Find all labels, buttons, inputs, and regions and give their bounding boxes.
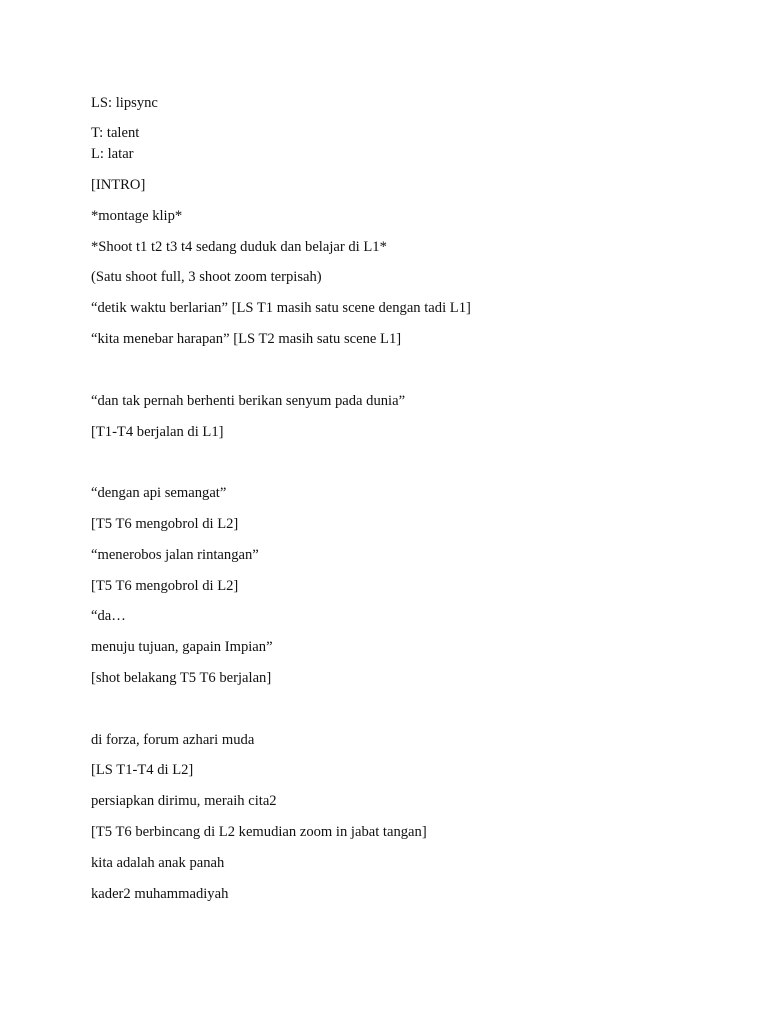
- lyric-line: persiapkan dirimu, meraih cita2: [91, 793, 277, 809]
- lyric-line: kader2 muhammadiyah: [91, 886, 229, 902]
- lyric-line: di forza, forum azhari muda: [91, 732, 255, 748]
- lyric-line: “dan tak pernah berhenti berikan senyum pada dunia”: [91, 393, 406, 409]
- lyric-line: menuju tujuan, gapain Impian”: [91, 639, 273, 655]
- lyric-line: “menerobos jalan rintangan”: [91, 547, 259, 563]
- section-heading-intro: [INTRO]: [91, 177, 146, 193]
- direction-line: [LS T1-T4 di L2]: [91, 762, 194, 778]
- legend-line-talent: T: talent: [91, 125, 140, 141]
- direction-line: [T5 T6 mengobrol di L2]: [91, 578, 239, 594]
- legend-line-lipsync: LS: lipsync: [91, 95, 158, 111]
- direction-line: [shot belakang T5 T6 berjalan]: [91, 670, 272, 686]
- direction-line: [T5 T6 berbincang di L2 kemudian zoom in jabat tangan]: [91, 824, 427, 840]
- lyric-line: kita adalah anak panah: [91, 855, 225, 871]
- script-line: (Satu shoot full, 3 shoot zoom terpisah): [91, 269, 322, 285]
- lyric-line: “dengan api semangat”: [91, 485, 227, 501]
- script-line: *montage klip*: [91, 208, 183, 224]
- direction-line: [T1-T4 berjalan di L1]: [91, 424, 224, 440]
- direction-line: [T5 T6 mengobrol di L2]: [91, 516, 239, 532]
- lyric-line: “da…: [91, 608, 126, 624]
- lyric-line: “detik waktu berlarian” [LS T1 masih satu scene dengan tadi L1]: [91, 300, 471, 316]
- script-line: *Shoot t1 t2 t3 t4 sedang duduk dan belajar di L1*: [91, 239, 387, 255]
- lyric-line: “kita menebar harapan” [LS T2 masih satu scene L1]: [91, 331, 402, 347]
- legend-line-latar: L: latar: [91, 146, 134, 162]
